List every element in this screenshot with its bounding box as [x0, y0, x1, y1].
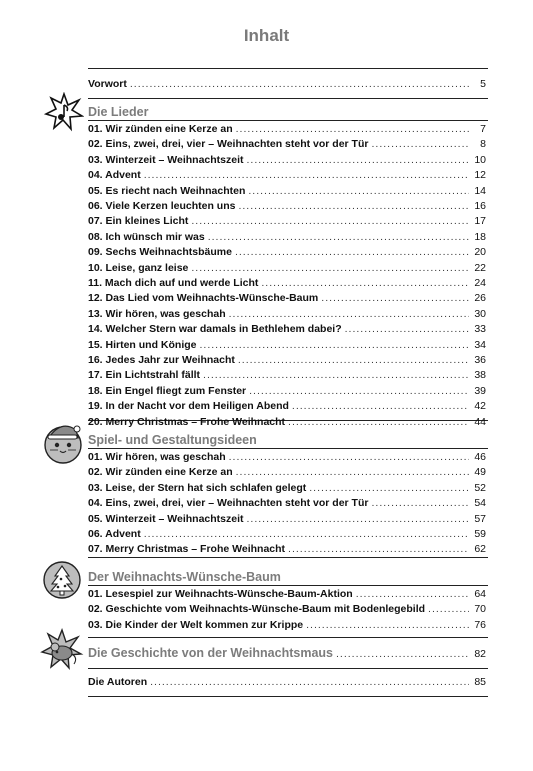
toc-label: 09. Sechs Weihnachtsbäume	[88, 246, 232, 259]
toc-label: 11. Mach dich auf und werde Licht	[88, 277, 259, 289]
toc-entry[interactable]	[88, 136, 486, 152]
leader-dots	[336, 646, 469, 662]
toc-page: 57	[474, 512, 486, 525]
toc-entry[interactable]	[88, 414, 486, 430]
toc-entry[interactable]	[88, 306, 486, 322]
toc-page: 46	[474, 451, 486, 463]
leader-dots	[247, 511, 469, 527]
toc-entry[interactable]	[88, 511, 486, 527]
toc-entry[interactable]	[88, 275, 486, 291]
leader-dots	[306, 617, 469, 633]
toc-entry[interactable]	[88, 198, 486, 214]
leader-dots	[248, 183, 469, 199]
toc-label: 14. Welcher Stern war damals in Bethlehem dabei?	[88, 323, 342, 336]
toc-page: 62	[474, 543, 486, 556]
toc-label: 03. Winterzeit – Weihnachtszeit	[88, 153, 244, 166]
section-title: Spiel- und Gestaltungsideen	[88, 433, 257, 447]
toc-page: 38	[474, 369, 486, 382]
toc-label: 01. Wir zünden eine Kerze an	[88, 123, 233, 135]
toc-page: 26	[474, 292, 486, 305]
toc-page: 16	[474, 200, 486, 212]
leader-dots	[236, 121, 469, 137]
toc-label: 04. Eins, zwei, drei, vier – Weihnachten steht vor der Tür	[88, 497, 369, 510]
toc-label: 08. Ich wünsch mir was	[88, 230, 205, 243]
toc-page: 64	[474, 588, 486, 600]
toc-label: 13. Wir hören, was geschah	[88, 307, 226, 320]
leader-dots	[238, 198, 469, 214]
toc-page: 24	[474, 277, 486, 289]
toc-page: 42	[474, 400, 486, 413]
toc-label: 18. Ein Engel fliegt zum Fenster	[88, 384, 247, 397]
toc-label: 12. Das Lied vom Weihnachts-Wünsche-Baum	[88, 292, 319, 305]
toc-label: 05. Winterzeit – Weihnachtszeit	[88, 512, 244, 525]
toc-page: 70	[474, 603, 486, 616]
toc-entry[interactable]	[88, 398, 486, 414]
toc-label: 15. Hirten und Könige	[88, 338, 197, 351]
toc-page: 82	[474, 648, 486, 660]
toc-page: 34	[474, 338, 486, 351]
leader-dots	[130, 76, 469, 92]
toc-label: 03. Leise, der Stern hat sich schlafen gelegt	[88, 481, 307, 494]
leader-dots	[288, 541, 469, 557]
leader-dots	[247, 152, 469, 168]
toc-page: 20	[474, 246, 486, 259]
cat-santa-icon	[42, 420, 84, 464]
toc-entry[interactable]	[88, 244, 486, 260]
toc-label: 01. Wir hören, was geschah	[88, 451, 226, 463]
leader-dots	[345, 321, 469, 337]
toc-label: Vorwort	[88, 78, 127, 90]
toc-entry[interactable]	[88, 152, 486, 168]
toc-entry-maus[interactable]	[88, 645, 486, 661]
toc-entry[interactable]	[88, 229, 486, 245]
toc-entry[interactable]	[88, 290, 486, 306]
toc-entry[interactable]	[88, 383, 486, 399]
divider	[88, 68, 488, 69]
leader-dots	[144, 167, 469, 183]
toc-entry[interactable]	[88, 337, 486, 353]
toc-page: 18	[474, 230, 486, 243]
toc-page: 14	[474, 184, 486, 197]
mouse-star-icon	[40, 628, 84, 672]
leader-dots	[371, 495, 469, 511]
toc-entry-vorwort[interactable]	[88, 76, 486, 92]
leader-dots	[144, 526, 469, 542]
leader-dots	[309, 480, 469, 496]
toc-entry[interactable]	[88, 601, 486, 617]
toc-label: 20. Merry Christmas – Frohe Weihnacht	[88, 415, 286, 428]
leader-dots	[292, 398, 469, 414]
divider	[88, 98, 488, 99]
toc-label: 10. Leise, ganz leise	[88, 261, 189, 274]
toc-label: 02. Eins, zwei, drei, vier – Weihnachten steht vor der Tür	[88, 138, 369, 151]
toc-entry[interactable]	[88, 586, 486, 602]
toc-entry[interactable]	[88, 464, 486, 480]
toc-entry[interactable]	[88, 526, 486, 542]
toc-page: 76	[474, 618, 486, 631]
toc-page: 54	[474, 497, 486, 510]
toc-entry[interactable]	[88, 480, 486, 496]
leader-dots	[191, 213, 469, 229]
toc-label: 02. Wir zünden eine Kerze an	[88, 466, 233, 479]
toc-page: 44	[474, 415, 486, 428]
toc-entry[interactable]	[88, 183, 486, 199]
page-title: Inhalt	[243, 26, 290, 45]
toc-page: 59	[474, 528, 486, 540]
music-star-icon	[44, 92, 84, 132]
leader-dots	[356, 586, 469, 602]
toc-page: 30	[474, 307, 486, 320]
divider	[88, 696, 488, 697]
toc-label: 06. Viele Kerzen leuchten uns	[88, 200, 236, 212]
toc-page: 39	[474, 384, 486, 397]
toc-page: 36	[474, 354, 486, 366]
divider	[88, 668, 488, 669]
toc-label: 03. Die Kinder der Welt kommen zur Krippe	[88, 618, 304, 631]
toc-entry[interactable]	[88, 213, 486, 229]
toc-page: 49	[474, 466, 486, 479]
toc-label: Die Autoren	[88, 676, 148, 688]
leader-dots	[229, 306, 469, 322]
section-title: Der Weihnachts-Wünsche-Baum	[88, 570, 281, 584]
toc-label: 07. Merry Christmas – Frohe Weihnacht	[88, 543, 286, 556]
leader-dots	[249, 383, 469, 399]
leader-dots	[208, 229, 469, 245]
leader-dots	[321, 290, 469, 306]
toc-label: Die Geschichte von der Weihnachtsmaus	[88, 646, 333, 660]
toc-label: 05. Es riecht nach Weihnachten	[88, 184, 246, 197]
toc-label: 01. Lesespiel zur Weihnachts-Wünsche-Baum-Aktion	[88, 588, 353, 600]
leader-dots	[288, 414, 469, 430]
leader-dots	[203, 367, 469, 383]
leader-dots	[238, 352, 469, 368]
leader-dots	[428, 601, 469, 617]
toc-entry[interactable]	[88, 617, 486, 633]
toc-entry[interactable]	[88, 367, 486, 383]
toc-page: 5	[480, 78, 486, 90]
toc-page: 12	[474, 169, 486, 182]
toc-entry[interactable]	[88, 449, 486, 465]
toc-page: 85	[474, 676, 486, 688]
toc-entry[interactable]	[88, 167, 486, 183]
toc-label: 16. Jedes Jahr zur Weihnacht	[88, 354, 235, 366]
toc-entry[interactable]	[88, 260, 486, 276]
toc-entry[interactable]	[88, 495, 486, 511]
toc-page: 7	[480, 123, 486, 135]
toc-entry-autoren[interactable]	[88, 674, 486, 690]
leader-dots	[191, 260, 469, 276]
toc-label: 19. In der Nacht vor dem Heiligen Abend	[88, 400, 289, 413]
toc-entry[interactable]	[88, 121, 486, 137]
toc-page: 10	[474, 153, 486, 166]
toc-page: 22	[474, 261, 486, 274]
christmas-tree-icon	[42, 560, 82, 600]
toc-page: 52	[474, 481, 486, 494]
toc-entry[interactable]	[88, 321, 486, 337]
toc-label: 17. Ein Lichtstrahl fällt	[88, 369, 201, 382]
leader-dots	[235, 244, 469, 260]
toc-label: 06. Advent	[88, 528, 141, 540]
leader-dots	[236, 464, 469, 480]
leader-dots	[371, 136, 469, 152]
leader-dots	[261, 275, 469, 291]
toc-page: 17	[474, 215, 486, 228]
divider	[88, 637, 488, 638]
section-title: Die Lieder	[88, 105, 149, 119]
toc-label: 02. Geschichte vom Weihnachts-Wünsche-Baum mit Bodenlegebild	[88, 603, 426, 616]
leader-dots	[150, 674, 469, 690]
toc-label: 07. Ein kleines Licht	[88, 215, 189, 228]
toc-label: 04. Advent	[88, 169, 141, 182]
toc-entry[interactable]	[88, 352, 486, 368]
leader-dots	[200, 337, 469, 353]
toc-entry[interactable]	[88, 541, 486, 557]
toc-page: 8	[480, 138, 486, 151]
toc-page: 33	[474, 323, 486, 336]
leader-dots	[229, 449, 469, 465]
